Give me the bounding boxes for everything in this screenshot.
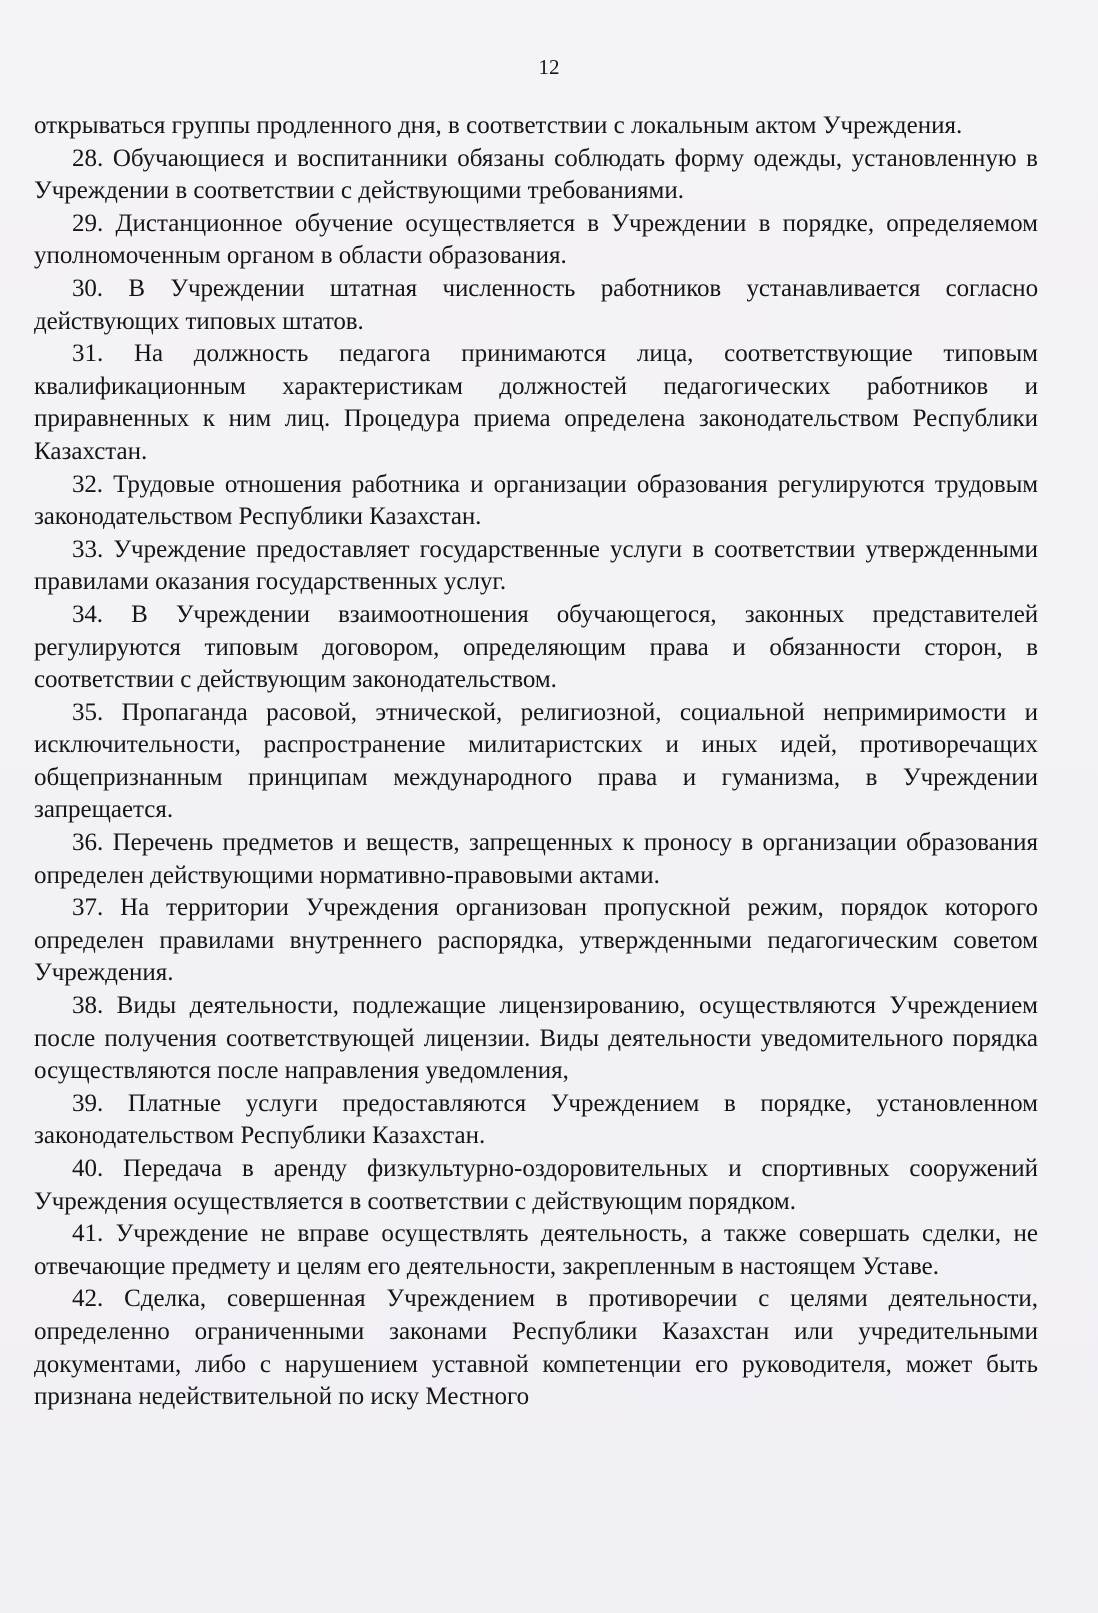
paragraph-30: 30. В Учреждении штатная численность работников устанавливается согласно действующих типовых штатов.: [34, 274, 1038, 335]
paragraph-33: 33. Учреждение предоставляет государственные услуги в соответствии утвержденными правилами оказания государственных услуг.: [34, 535, 1038, 596]
document-body: [34, 110, 1038, 1414]
paragraph-40: 40. Передача в аренду физкультурно-оздоровительных и спортивных сооружений Учреждения осуществляется в соответствии с действующим порядком.: [34, 1155, 1038, 1215]
paragraph-41: 41. Учреждение не вправе осуществлять деятельность, а также совершать сделки, не отвечающие предмету и целям его деятельности, закрепленным в настоящем Уставе.: [34, 1220, 1038, 1280]
paragraph-34: 34. В Учреждении взаимоотношения обучающегося, законных представителей регулируются типовым договором, определяющим права и обязанности сторон, в соответствии с действующим законодательством.: [34, 600, 1038, 694]
paragraph-38: 38. Виды деятельности, подлежащие лицензированию, осуществляются Учреждением после получения соответствующей лицензии. Виды деятельности уведомительного порядка осуществляются после направления уведомления,: [34, 992, 1038, 1085]
page-number: 12: [538, 55, 560, 79]
paragraph-32: 32. Трудовые отношения работника и организации образования регулируются трудовым законодательством Республики Казахстан.: [34, 470, 1038, 531]
paragraph-36: 36. Перечень предметов и веществ, запрещенных к проносу в организации образования определен действующими нормативно-правовыми актами.: [34, 829, 1038, 889]
paragraph-37: 37. На территории Учреждения организован пропускной режим, порядок которого определен правилами внутреннего распорядка, утвержденными педагогическим советом Учреждения.: [34, 894, 1038, 987]
paragraph-35: 35. Пропаганда расовой, этнической, религиозной, социальной непримиримости и исключительности, распространение милитаристских и иных идей, противоречащих общепризнанным принципам международного права и гуманизма, в Учреждении запрещается.: [34, 698, 1038, 824]
paragraph-31: 31. На должность педагога принимаются лица, соответствующие типовым квалификационным характеристикам должностей педагогических работников и приравненных к ним лиц. Процедура приема определена законодательством Республики Казахстан.: [34, 340, 1038, 465]
paragraph-39: 39. Платные услуги предоставляются Учреждением в порядке, установленном законодательством Республики Казахстан.: [34, 1089, 1038, 1150]
paragraph-29: 29. Дистанционное обучение осуществляется в Учреждении в порядке, определяемом уполномоченным органом в области образования.: [34, 209, 1038, 270]
paragraph-42: 42. Сделка, совершенная Учреждением в противоречии с целями деятельности, определенно ограниченными законами Республики Казахстан или учредительными документами, либо с нарушением уставной компетенции его руководителя, может быть признана недействительной по иску Местного: [34, 1285, 1038, 1411]
paragraph-continuation: открываться группы продленного дня, в соответствии с локальным актом Учреждения.: [34, 112, 963, 139]
paragraph-28: 28. Обучающиеся и воспитанники обязаны соблюдать форму одежды, установленную в Учреждении в соответствии с действующими требованиями.: [34, 144, 1038, 205]
